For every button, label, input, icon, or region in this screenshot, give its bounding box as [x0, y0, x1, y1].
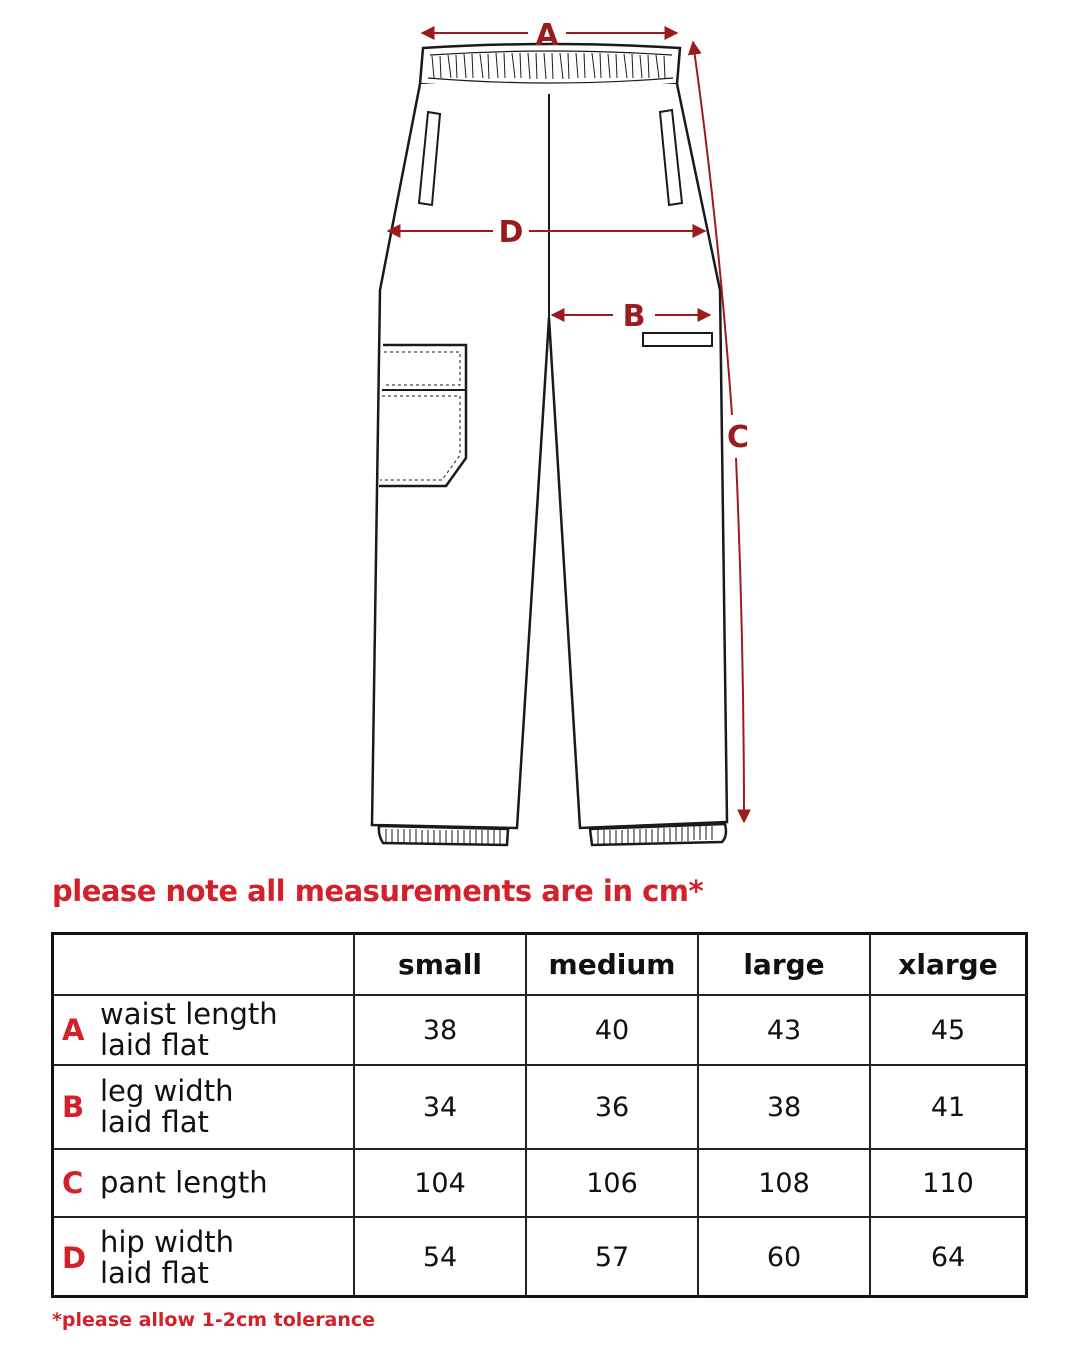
tolerance-note: *please allow 1-2cm tolerance	[52, 1309, 376, 1331]
row-label: hip width laid flat	[100, 1224, 234, 1290]
row-label-cell	[54, 1065, 354, 1149]
header-xlarge: xlarge	[870, 935, 1025, 995]
row-label: waist length laid flat	[100, 997, 278, 1062]
row-label-cell	[54, 1217, 354, 1297]
table-cell: 106	[526, 1149, 698, 1217]
header-empty-cell	[54, 935, 354, 995]
size-chart-table	[51, 932, 1028, 1298]
table-cell: 64	[870, 1217, 1025, 1297]
table-cell: 60	[698, 1217, 870, 1297]
row-label-cell	[54, 995, 354, 1065]
table-row	[54, 995, 1025, 1065]
table-cell: 36	[526, 1065, 698, 1149]
row-label: leg width laid flat	[100, 1074, 234, 1139]
row-letter: A	[62, 1013, 85, 1047]
row-letter: D	[62, 1240, 87, 1275]
header-medium: medium	[526, 935, 698, 995]
table-header-row	[54, 935, 1025, 995]
table-cell: 104	[354, 1149, 526, 1217]
dimension-d-label: D	[498, 215, 524, 250]
table-cell: 38	[354, 995, 526, 1065]
back-pocket-welt	[643, 333, 712, 346]
dimension-b-label: B	[622, 299, 646, 334]
header-small: small	[354, 935, 526, 995]
header-large: large	[698, 935, 870, 995]
table-cell: 108	[698, 1149, 870, 1217]
right-cuff	[590, 824, 726, 845]
dimension-a-label: A	[535, 18, 559, 53]
table-cell: 41	[870, 1065, 1025, 1149]
table-row	[54, 1217, 1025, 1297]
table-cell: 57	[526, 1217, 698, 1297]
dimension-c-lower-arrow	[736, 458, 744, 822]
cargo-pocket	[379, 345, 466, 486]
measurement-note: please note all measurements are in cm*	[52, 874, 704, 908]
row-label-cell	[54, 1149, 354, 1217]
table-cell: 110	[870, 1149, 1025, 1217]
table-row	[54, 1065, 1025, 1149]
left-cuff	[379, 826, 508, 845]
row-letter: B	[62, 1090, 85, 1124]
table-cell: 45	[870, 995, 1025, 1065]
table-row	[54, 1149, 1025, 1217]
dimension-c-label: C	[726, 420, 750, 455]
table-cell: 54	[354, 1217, 526, 1297]
table-cell: 43	[698, 995, 870, 1065]
row-label: pant length	[100, 1165, 268, 1200]
table-cell: 40	[526, 995, 698, 1065]
row-letter: C	[62, 1166, 84, 1200]
table-cell: 38	[698, 1065, 870, 1149]
table-cell: 34	[354, 1065, 526, 1149]
